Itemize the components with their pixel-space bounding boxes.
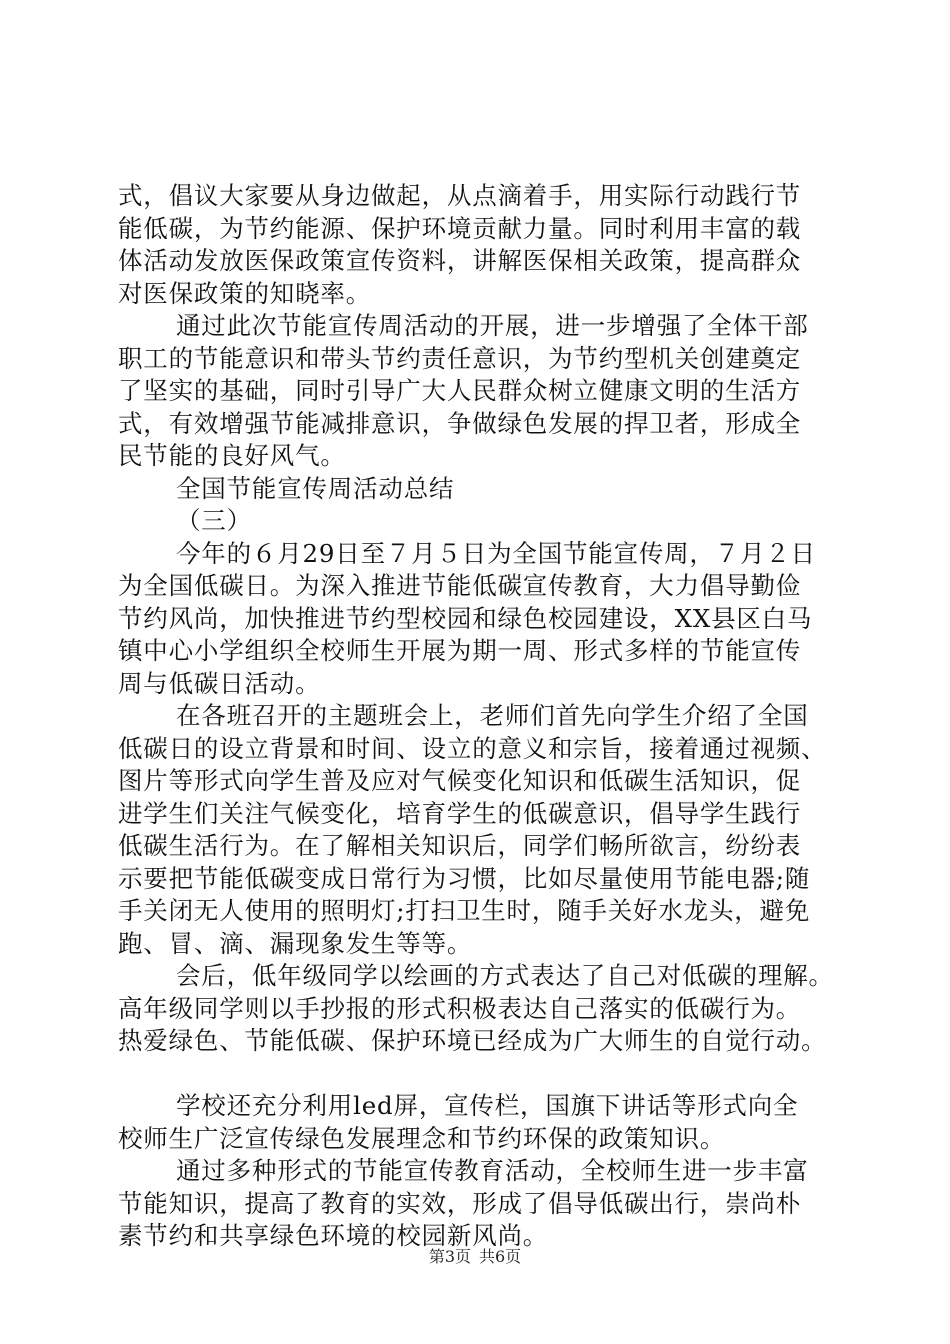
text-line: 节约风尚，加快推进节约型校园和绿色校园建设，XX县区白马 (118, 603, 813, 633)
paragraph-start-line: 通过此次节能宣传周活动的开展，进一步增强了全体干部 (176, 311, 809, 340)
text-line: 热爱绿色、节能低碳、保护环境已经成为广大师生的自觉行动。 (118, 1026, 827, 1055)
text-line: 低碳生活行为。在了解相关知识后，同学们畅所欲言，纷纷表 (118, 831, 802, 860)
text-line: 手关闭无人使用的照明灯;打扫卫生时，随手关好水龙头，避免 (118, 896, 811, 925)
paragraph-start-line: 在各班召开的主题班会上，老师们首先向学生介绍了全国 (176, 701, 809, 730)
paragraph-start-line: 今年的６月29日至７月５日为全国节能宣传周，７月２日 (176, 538, 816, 568)
text-line: 民节能的良好风气。 (118, 441, 346, 470)
text-line: 进学生们关注气候变化，培育学生的低碳意识，倡导学生践行 (118, 798, 802, 828)
text-line: 体活动发放医保政策宣传资料，讲解医保相关政策，提高群众 (118, 246, 802, 275)
text-line: 对医保政策的知晓率。 (118, 278, 371, 308)
paragraph-start-line: 学校还充分利用led屏，宣传栏，国旗下讲话等形式向全 (176, 1091, 799, 1120)
section-number: （三） (176, 506, 252, 535)
page-number: 第3页 (428, 1247, 471, 1266)
text-line: 节能知识，提高了教育的实效，形成了倡导低碳出行，崇尚朴 (118, 1188, 802, 1218)
text-line: 高年级同学则以手抄报的形式积极表达自己落实的低碳行为。 (118, 993, 802, 1023)
page-footer (0, 1244, 950, 1267)
text-line: 式，倡议大家要从身边做起，从点滴着手，用实际行动践行节 (118, 181, 802, 210)
document-body (118, 180, 838, 1253)
blank-line (118, 1058, 838, 1091)
text-line: 素节约和共享绿色环境的校园新风尚。 (118, 1221, 549, 1250)
text-line: 低碳日的设立背景和时间、设立的意义和宗旨，接着通过视频、 (118, 733, 827, 763)
text-line: 周与低碳日活动。 (118, 668, 321, 698)
text-line: 校师生广泛宣传绿色发展理念和节约环保的政策知识。 (118, 1123, 726, 1153)
text-line: 图片等形式向学生普及应对气候变化知识和低碳生活知识，促 (118, 766, 802, 795)
text-line: 了坚实的基础，同时引导广大人民群众树立健康文明的生活方 (118, 376, 802, 405)
text-line: 式，有效增强节能减排意识，争做绿色发展的捍卫者，形成全 (118, 408, 802, 438)
paragraph-start-line: 通过多种形式的节能宣传教育活动，全校师生进一步丰富 (176, 1156, 809, 1185)
paragraph-start-line: 会后，低年级同学以绘画的方式表达了自己对低碳的理解。 (176, 961, 834, 990)
text-line: 能低碳，为节约能源、保护环境贡献力量。同时利用丰富的载 (118, 213, 802, 243)
section-title: 全国节能宣传周活动总结 (176, 473, 455, 503)
text-line: 职工的节能意识和带头节约责任意识，为节约型机关创建奠定 (118, 343, 802, 373)
text-line: 镇中心小学组织全校师生开展为期一周、形式多样的节能宣传 (118, 636, 802, 665)
text-line: 示要把节能低碳变成日常行为习惯，比如尽量使用节能电器;随 (118, 863, 811, 893)
text-line: 跑、冒、滴、漏现象发生等等。 (118, 928, 473, 958)
text-line: 为全国低碳日。为深入推进节能低碳宣传教育，大力倡导勤俭 (118, 571, 802, 600)
page-total: 共6页 (479, 1247, 522, 1266)
